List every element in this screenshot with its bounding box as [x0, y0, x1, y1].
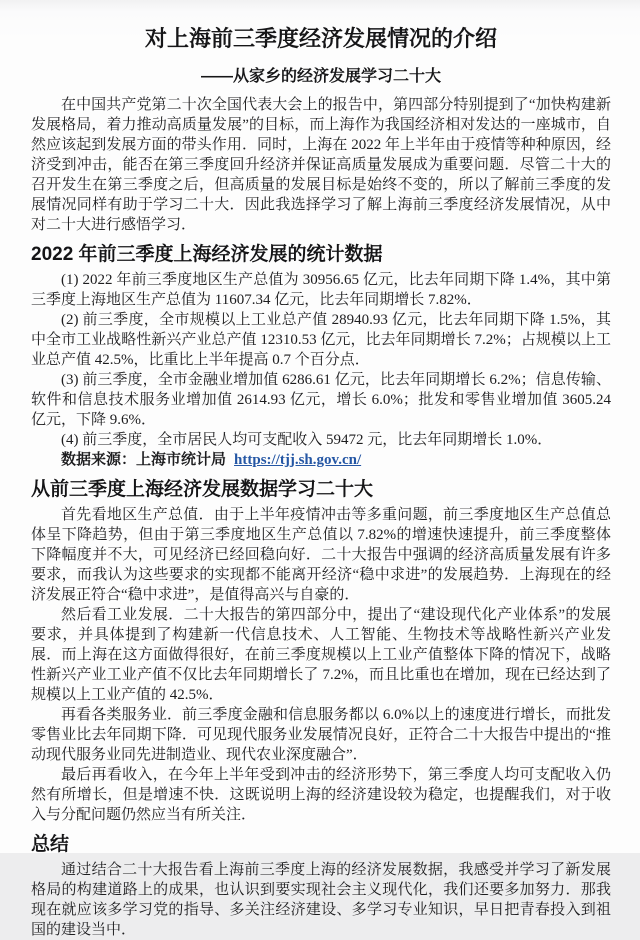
summary-paragraph: 通过结合二十大报告看上海前三季度上海的经济发展数据，我感受并学习了新发展格局的构建道路上的成果，也认识到要实现社会主义现代化，我们还要多加努力．那我现在就应该多学习党的指导、多关注经济建设、多学习专业知识，早日把青春投入到祖国的建设当中． — [31, 862, 611, 938]
analysis-paragraph-services: 再看各类服务业．前三季度金融和信息服务都以 6.0%以上的速度进行增长，而批发零售业比去年同期下降．可见现代服务业发展情况良好，正符合二十大报告中提出的“推动现代服务业同先进制造业、现代农业深度融合”． — [31, 707, 611, 763]
intro-paragraph: 在中国共产党第二十次全国代表大会上的报告中，第四部分特别提到了“加快构建新发展格局，着力推动高质量发展”的目标，而上海作为我国经济相对发达的一座城市，自然应该起到发展方面的带头作用．同时，上海在 2022 年上半年由于疫情等种种原因，经济受到冲击，能否在第三季度回升经济并保证高质量发展成为重要问题．尽管二十大的召开发生在第三季度之后，但高质量的发展目标是始终不变的，所以了解前三季度的发展情况同样有助于学习二十大．因此我选择学习了解上海前三季度经济发展情况，从中对二十大进行感悟学习． — [31, 97, 611, 233]
analysis-paragraph-gdp: 首先看地区生产总值．由于上半年疫情冲击等多重问题，前三季度地区生产总值总体呈下降趋势，但由于第三季度地区生产总值以 7.82%的增速快速提升，前三季度整体下降幅度并不大，可见经济已经回稳向好．二十大报告中强调的经济高质量发展有许多要求，而我认为这些要求的实现都不能离开经济“稳中求进”的发展趋势．上海现在的经济发展正符合“稳中求进”，是值得高兴与自豪的． — [31, 507, 611, 603]
document-title: 对上海前三季度经济发展情况的介绍 — [144, 26, 497, 51]
section-heading-analysis: 从前三季度上海经济发展数据学习二十大 — [31, 479, 374, 500]
data-source-link[interactable]: https://tjj.sh.gov.cn/ — [234, 452, 362, 468]
stat-paragraph-services: (3) 前三季度，全市金融业增加值 6286.61 亿元，比去年同期增长 6.2%；信息传输、软件和信息技术服务业增加值 2614.93 亿元，增长 6.0%；批发和零售业增加值 3605.24 亿元，下降 9.6%． — [31, 372, 611, 428]
section-heading-statistics: 2022 年前三季度上海经济发展的统计数据 — [31, 244, 383, 265]
data-source-label: 数据来源：上海市统计局 — [61, 452, 227, 468]
analysis-paragraph-industry: 然后看工业发展．二十大报告的第四部分中，提出了“建设现代化产业体系”的发展要求，并具体提到了构建新一代信息技术、人工智能、生物技术等战略性新兴产业发展．而上海在这方面做得很好，在前三季度规模以上工业产值整体下降的情况下，战略性新兴产业工业产值不仅比去年同期增长了 7.2%，而且比重也在增加，现在已经达到了规模以上工业产值的 42.5%． — [31, 607, 611, 703]
stat-paragraph-gdp: (1) 2022 年前三季度地区生产总值为 30956.65 亿元，比去年同期下降 1.4%，其中第三季度上海地区生产总值为 11607.34 亿元，比去年同期增长 7.82%． — [31, 272, 611, 308]
section-heading-summary: 总结 — [31, 834, 70, 855]
data-source-line — [31, 450, 611, 470]
analysis-paragraph-income: 最后再看收入，在今年上半年受到冲击的经济形势下，第三季度人均可支配收入仍然有所增长，但是增速不快．这既说明上海的经济建设较为稳定，也提醒我们，对于收入与分配问题仍然应当有所关注． — [31, 767, 611, 823]
stat-paragraph-income: (4) 前三季度，全市居民人均可支配收入 59472 元，比去年同期增长 1.0%． — [61, 432, 553, 448]
stat-paragraph-industry: (2) 前三季度，全市规模以上工业总产值 28940.93 亿元，比去年同期下降 1.5%，其中全市工业战略性新兴产业总产值 12310.53 亿元，比去年同期增长 7.2%；占规模以上工业总产值 42.5%，比重比上半年提高 0.7 个百分点． — [31, 312, 611, 368]
document-subtitle: ——从家乡的经济发展学习二十大 — [200, 68, 441, 85]
